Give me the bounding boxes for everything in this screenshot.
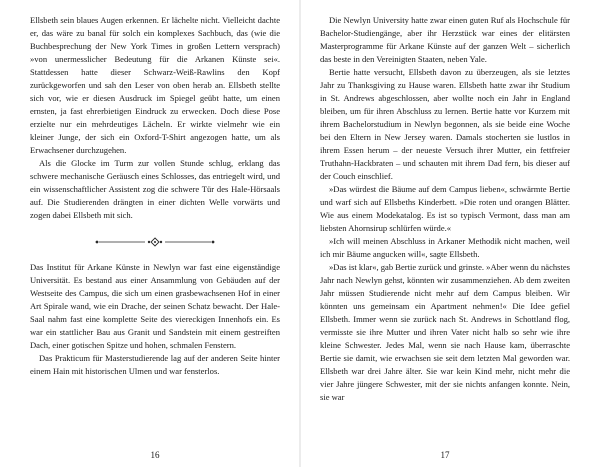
paragraph: »Das würdest die Bäume auf dem Campus lieben«, schwärmte Bertie und warf sich auf Ellsbeths Kinderbett. »Die roten und orangen Blätter. Wie aus einem Modekatalog. Es ist so typisch Vermont, dass man am liebsten Ahornsirup schlürfen würde.«: [320, 184, 570, 233]
paragraph: »Ich will meinen Abschluss in Arkaner Methodik nicht machen, weil ich mir Bäume angucken will«, sagte Ellsbeth.: [320, 236, 570, 259]
paragraph: Als die Glocke im Turm zur vollen Stunde schlug, erklang das schwere mechanische Geräusch eines Schlosses, das entriegelt wird, und ein wissenschaftlicher Assistent zog die schwere Tür des Hale-Hörsaals auf. Die Studierenden drängten in einer dichten Welle vorwärts und zogen dabei Ellsbeth mit sich.: [30, 158, 280, 220]
page-number: 16: [150, 450, 160, 460]
left-page: [30, 14, 280, 460]
paragraph: »Das ist klar«, gab Bertie zurück und grinste. »Aber wenn du nächstes Jahr nach Newlyn gehst, könnten wir zusammenziehen. Ab dem zweiten Jahr müssen Studierende nicht mehr auf dem Campus bleiben. Wir könnten uns gemeinsam ein Apartment nehmen!« Die Idee gefiel Ellsbeth. Immer wenn sie zurück nach St. Andrews in Schottland flog, vermisste sie ihre Mutter und ihren Vater nicht halb so sehr wie ihre kleine Schwester. Jedes Mal, wenn sie nach Hause kam, überraschte Bertie sie damit, wie erwachsen sie seit dem letzten Mal geworden war. Ellsbeth war drei Jahre älter. Sie war kein Kind mehr, nicht mehr die vier Jahre jüngere Schwester, mit der sie nichts anfangen konnte. Nein, sie war: [320, 262, 570, 402]
paragraph: Die Newlyn University hatte zwar einen guten Ruf als Hochschule für Bachelor-Studiengänge, aber ihr Herzstück war eines der elitärsten Masterprogramme für Arkane Künste auf der ganzen Welt – sicherlich das beste in den Vereinigten Staaten, neben Yale.: [320, 15, 570, 64]
paragraph: Bertie hatte versucht, Ellsbeth davon zu überzeugen, als sie letztes Jahr zu Thanksgiving zu Hause waren. Ellsbeth hatte zwar ihr Studium in St. Andrews abgeschlossen, aber wollte noch ein Jahr in England bleiben, um für ihren Abschluss zu lernen. Bertie hatte vor Kurzem mit ihrem Bachelorstudium in Newlyn begonnen, als sie beide eine Woche bei den Eltern in New Jersey waren. Damals stocherten sie lustlos in ihrem Essen herum – der neueste Versuch ihrer Mutter, ein fettfreier Truthahn-Hackbraten – und schauten mit ihrem Dad fern, bis dieser auf der Couch einschlief.: [320, 67, 570, 181]
paragraph: Ellsbeth sein blaues Augen erkennen. Er lächelte nicht. Vielleicht dachte er, das wäre zu banal für solch ein komplexes Sachbuch, das (wie die Buchbesprechung der New York Times in großen Lettern versprach) »von unermesslicher Bedeutung für die Arkanen Künste sei«. Stattdessen hatte dieser Schwarz-Weiß-Rawlins den Kopf zurückgeworfen und sah den Leser von oben herab an. Ellsbeth stellte sich vor, wie er diesen Ausdruck im Spiegel geübt hatte, um einen ernsten, ja fast ehrerbietigen Eindruck zu erwecken. Doch diese Pose erzielte nur ein mehrdeutiges Lächeln. Er wirkte vielmehr wie ein kleiner Junge, der sich ein Oxford-T-Shirt angezogen hatte, um als Erwachsener durchzugehen.: [30, 15, 280, 155]
right-page: [320, 14, 570, 460]
left-page-text: [30, 14, 280, 378]
right-page-text: [320, 14, 570, 404]
paragraph: Das Prakticum für Masterstudierende lag auf der anderen Seite hinter einem Hain mit historischen Ulmen und war fensterlos.: [30, 353, 280, 376]
book-gutter: [299, 0, 301, 467]
ornamental-divider-icon: [95, 237, 215, 247]
paragraph: Das Institut für Arkane Künste in Newlyn war fast eine eigenständige Universität. Es bestand aus einer Ansammlung von Gebäuden auf der Westseite des Campus, die sich um einen grasbewachsenen Hof in einer Art Spirale wand, wie ein Drache, der seinen Schatz bewacht. Der Hale-Saal nahm fast eine komplette Seite des viereckigen Innenhofs ein. Es war ein stattlicher Bau aus Granit und Sandstein mit einem gestreiften Dach, einer gotischen Spitze und hohen, schmalen Fenstern.: [30, 262, 280, 350]
section-divider: [30, 235, 280, 248]
page-number: 17: [440, 450, 450, 460]
